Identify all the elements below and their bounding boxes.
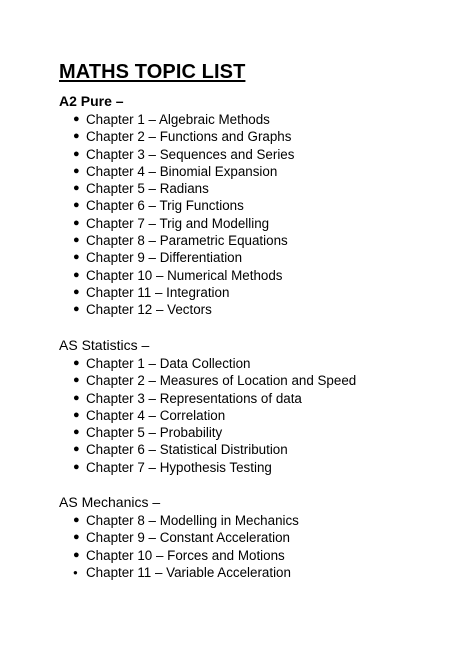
bullet-icon: ● xyxy=(73,460,80,473)
list-item-label: Chapter 4 – Binomial Expansion xyxy=(86,163,278,179)
list-item-label: Chapter 3 – Sequences and Series xyxy=(86,146,295,162)
bullet-icon: ● xyxy=(73,251,80,264)
bullet-icon: ● xyxy=(73,234,80,247)
section-a2-pure xyxy=(59,93,294,319)
topic-list xyxy=(59,355,356,476)
list-item xyxy=(59,355,356,372)
topic-list xyxy=(59,111,294,319)
list-item-label: Chapter 9 – Differentiation xyxy=(86,250,243,266)
list-item-label: Chapter 7 – Hypothesis Testing xyxy=(86,459,272,475)
list-item-label: Chapter 11 – Integration xyxy=(86,284,230,300)
list-item xyxy=(59,372,356,389)
bullet-icon: ● xyxy=(73,391,80,404)
list-item xyxy=(59,459,356,476)
list-item xyxy=(59,163,294,180)
list-item xyxy=(59,441,356,458)
list-item xyxy=(59,407,356,424)
bullet-icon: ● xyxy=(73,531,80,544)
list-item xyxy=(59,424,356,441)
list-item xyxy=(59,301,294,318)
bullet-icon: ● xyxy=(73,199,80,212)
list-item-label: Chapter 8 – Modelling in Mechanics xyxy=(86,513,299,528)
list-item xyxy=(59,180,294,197)
bullet-icon: ● xyxy=(73,182,80,195)
list-item-label: Chapter 8 – Parametric Equations xyxy=(86,233,288,249)
list-item-label: Chapter 10 – Numerical Methods xyxy=(86,267,283,283)
list-item-label: Chapter 2 – Functions and Graphs xyxy=(86,129,292,145)
list-item xyxy=(59,512,299,529)
bullet-icon: ● xyxy=(73,374,80,387)
list-item-label: Chapter 1 – Algebraic Methods xyxy=(86,112,270,127)
topic-list xyxy=(59,512,299,581)
list-item xyxy=(59,128,294,145)
list-item-label: Chapter 2 – Measures of Location and Speed xyxy=(86,373,357,389)
list-item-label: Chapter 7 – Trig and Modelling xyxy=(86,215,270,231)
list-item xyxy=(59,249,294,266)
list-item-label: Chapter 10 – Forces and Motions xyxy=(86,547,285,563)
bullet-icon: ● xyxy=(73,514,80,526)
list-item xyxy=(59,146,294,163)
list-item xyxy=(59,390,356,407)
list-item-label: Chapter 11 – Variable Acceleration xyxy=(86,564,291,580)
list-item-label: Chapter 4 – Correlation xyxy=(86,407,226,423)
list-item xyxy=(59,529,299,546)
bullet-icon: ● xyxy=(73,164,80,177)
bullet-icon: ● xyxy=(73,113,80,125)
list-item xyxy=(59,215,294,232)
bullet-icon: ● xyxy=(73,268,80,281)
list-item xyxy=(59,267,294,284)
section-heading: A2 Pure – xyxy=(59,93,124,109)
section-as-statistics xyxy=(59,337,356,476)
list-item-label: Chapter 6 – Statistical Distribution xyxy=(86,442,288,458)
list-item xyxy=(59,547,299,564)
list-item xyxy=(59,284,294,301)
list-item-label: Chapter 1 – Data Collection xyxy=(86,356,251,371)
list-item-label: Chapter 3 – Representations of data xyxy=(86,390,302,406)
section-heading: AS Mechanics – xyxy=(59,494,161,510)
list-item xyxy=(59,197,294,214)
bullet-icon: ● xyxy=(73,567,78,577)
page-title: MATHS TOPIC LIST xyxy=(59,61,246,83)
section-heading: AS Statistics – xyxy=(59,337,150,353)
list-item xyxy=(59,232,294,249)
bullet-icon: ● xyxy=(73,443,80,456)
list-item xyxy=(59,564,299,581)
list-item-label: Chapter 5 – Probability xyxy=(86,425,223,441)
list-item xyxy=(59,111,294,128)
bullet-icon: ● xyxy=(73,357,80,369)
bullet-icon: ● xyxy=(73,130,80,143)
bullet-icon: ● xyxy=(73,548,80,561)
list-item-label: Chapter 5 – Radians xyxy=(86,181,209,197)
bullet-icon: ● xyxy=(73,216,80,229)
bullet-icon: ● xyxy=(73,408,80,421)
list-item-label: Chapter 9 – Constant Acceleration xyxy=(86,530,290,546)
bullet-icon: ● xyxy=(73,147,80,160)
section-as-mechanics xyxy=(59,494,299,581)
list-item-label: Chapter 12 – Vectors xyxy=(86,302,212,318)
bullet-icon: ● xyxy=(73,285,80,298)
list-item-label: Chapter 6 – Trig Functions xyxy=(86,198,244,214)
bullet-icon: ● xyxy=(73,426,80,439)
bullet-icon: ● xyxy=(73,303,80,316)
